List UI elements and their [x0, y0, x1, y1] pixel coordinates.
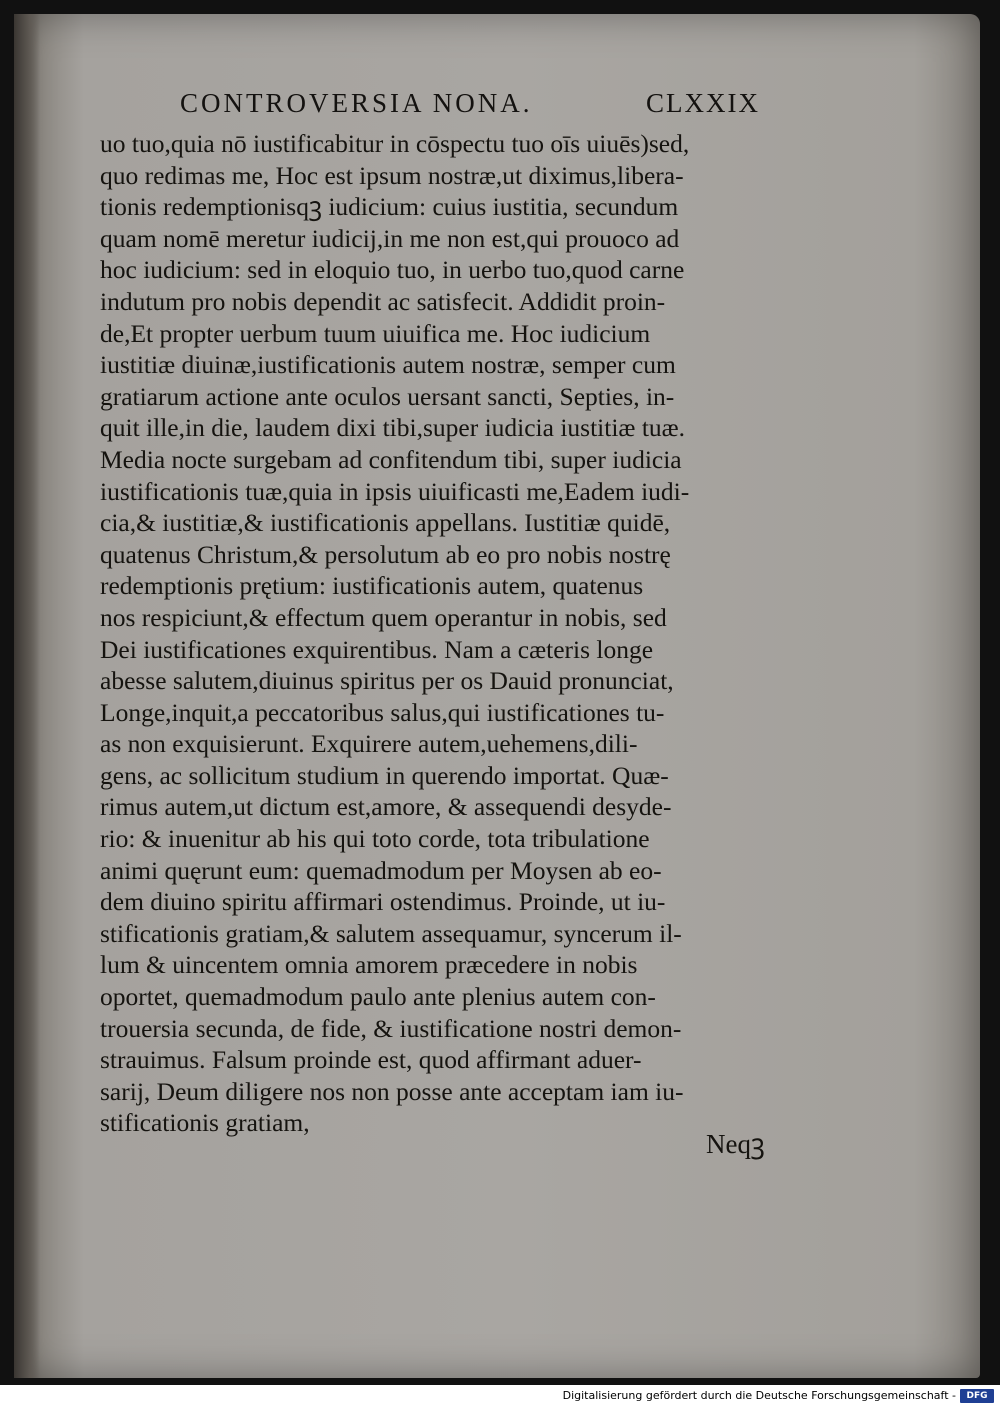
text-line: nos respiciunt,& effectum quem operantur in nobis, sed — [100, 602, 667, 632]
text-line: gens, ac sollicitum studium in querendo importat. Quæ- — [100, 760, 669, 790]
dfg-logo: DFG — [960, 1389, 994, 1403]
text-line: lum & uincentem omnia amorem præcedere in nobis — [100, 950, 638, 980]
text-line: redemptionis prętium: iustificationis autem, quatenus — [100, 571, 644, 601]
footer-credit: Digitalisierung gefördert durch die Deutsche Forschungsgemeinschaft - — [562, 1389, 956, 1402]
text-line: quo redimas me, Hoc est ipsum nostræ,ut diximus,libera- — [100, 160, 684, 190]
text-line: abesse salutem,diuinus spiritus per os Dauid pronunciat, — [100, 666, 674, 696]
catchword: Neqꝫ — [706, 1129, 765, 1159]
page-header — [180, 88, 760, 120]
text-line: sarij, Deum diligere nos non posse ante acceptam iam iu- — [100, 1076, 684, 1106]
text-line: rio: & inuenitur ab his qui toto corde, tota tribulatione — [100, 824, 650, 854]
folio-number: CLXXIX — [646, 88, 760, 118]
text-line: cia,& iustitiæ,& iustificationis appellans. Iustitiæ quidē, — [100, 508, 671, 538]
text-line: as non exquisierunt. Exquirere autem,uehemens,dili- — [100, 729, 638, 759]
text-line: iustificationis tuæ,quia in ipsis uiuificasti me,Eadem iudi- — [100, 476, 690, 506]
page-spine-shadow — [14, 14, 40, 1378]
text-line: iustitiæ diuinæ,iustificationis autem nostræ, semper cum — [100, 350, 676, 380]
text-line: dem diuino spiritu affirmari ostendimus. Proinde, ut iu- — [100, 887, 666, 917]
body-text — [100, 128, 760, 1139]
footer-bar — [0, 1385, 1000, 1407]
text-line: de,Et propter uerbum tuum uiuifica me. Hoc iudicium — [100, 318, 651, 348]
text-line: gratiarum actione ante oculos uersant sancti, Septies, in- — [100, 381, 675, 411]
text-line: tionis redemptionisqꝫ iudicium: cuius iustitia, secundum — [100, 192, 679, 222]
text-line: rimus autem,ut dictum est,amore, & assequendi desyde- — [100, 792, 672, 822]
text-line: Longe,inquit,a peccatoribus salus,qui iustificationes tu- — [100, 697, 665, 727]
text-line: quit ille,in die, laudem dixi tibi,super iudicia iustitiæ tuæ. — [100, 413, 686, 443]
text-line: stificationis gratiam, — [100, 1108, 310, 1138]
text-line: trouersia secunda, de fide, & iustificatione nostri demon- — [100, 1013, 682, 1043]
text-line: Media nocte surgebam ad confitendum tibi, super iudicia — [100, 444, 682, 474]
text-line: uo tuo,quia nō iustificabitur in cōspectu tuo oīs uiuēs)sed, — [100, 129, 690, 158]
text-line: hoc iudicium: sed in eloquio tuo, in uerbo tuo,quod carne — [100, 255, 685, 285]
text-line: quam nomē meretur iudicij,in me non est,qui prouoco ad — [100, 223, 680, 253]
text-line: strauimus. Falsum proinde est, quod affirmant aduer- — [100, 1045, 642, 1075]
text-line: indutum pro nobis dependit ac satisfecit. Addidit proin- — [100, 286, 666, 316]
text-line: stificationis gratiam,& salutem assequamur, syncerum il- — [100, 918, 682, 948]
text-line: quatenus Christum,& persolutum ab eo pro nobis nostrę — [100, 539, 671, 569]
text-line: Dei iustificationes exquirentibus. Nam a cæteris longe — [100, 634, 654, 664]
running-head: CONTROVERSIA NONA. — [180, 88, 533, 118]
text-line: animi quęrunt eum: quemadmodum per Moysen ab eo- — [100, 855, 662, 885]
text-line: oportet, quemadmodum paulo ante plenius autem con- — [100, 982, 656, 1012]
